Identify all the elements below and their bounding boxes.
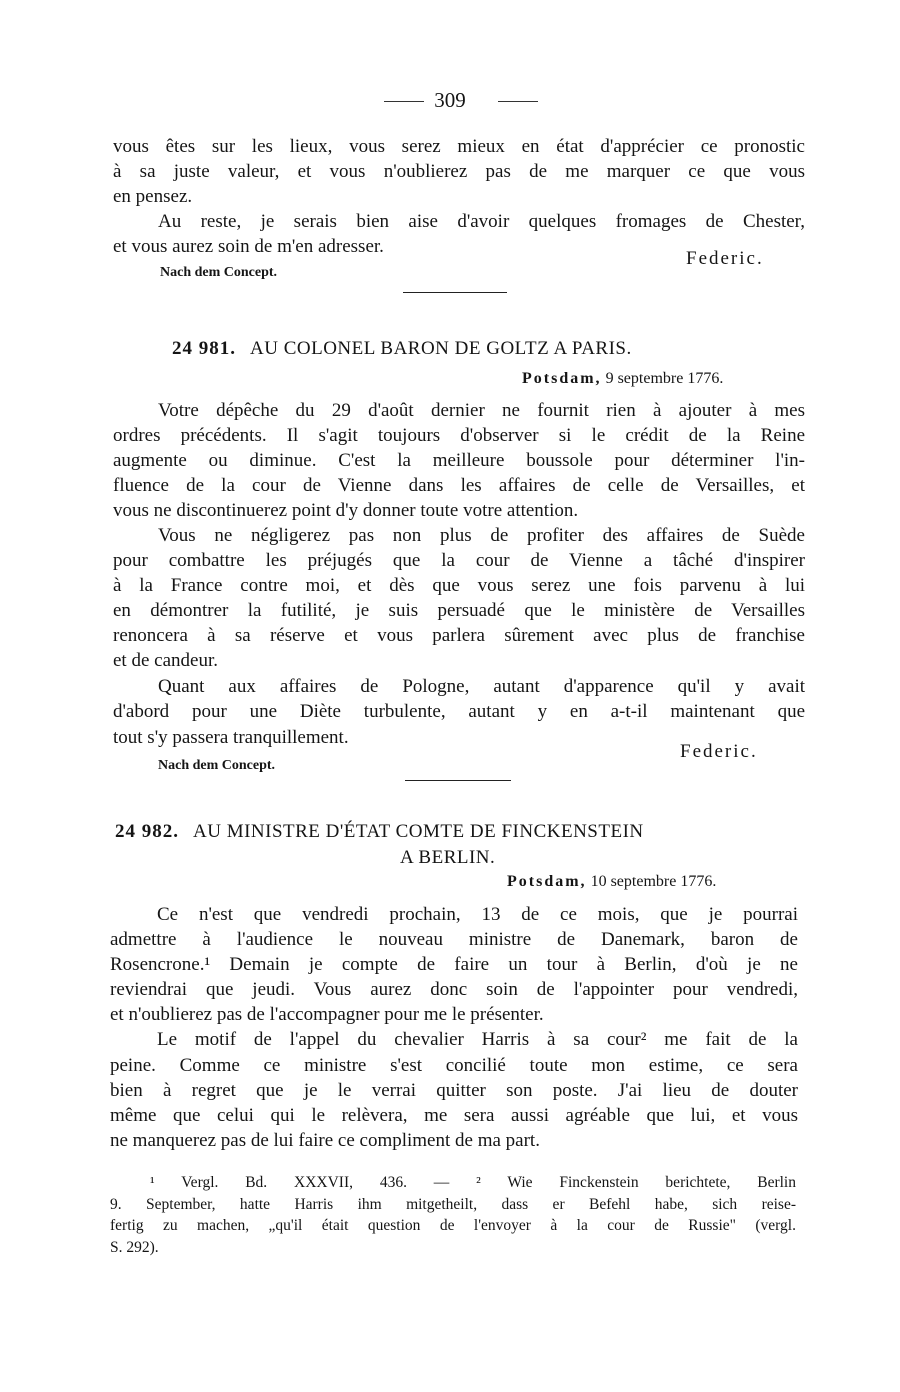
- body-line: pour combattre les préjugés que la cour de Vienne a tâché d'inspirer: [113, 550, 805, 571]
- body-line: admettre à l'audience le nouveau ministre de Danemark, baron de: [110, 929, 798, 950]
- dateline: [522, 368, 723, 390]
- section-divider: [403, 292, 507, 293]
- body-line: à sa juste valeur, et vous n'oublierez pas de me marquer ce que vous: [113, 161, 805, 182]
- footnote-line: fertig zu machen, „qu'il était question de l'envoyer à la cour de Russie" (vergl.: [110, 1217, 796, 1234]
- dateline-date: 10 septembre 1776.: [590, 873, 717, 890]
- letter-title: AU MINISTRE D'ÉTAT COMTE DE FINCKENSTEIN: [193, 821, 644, 842]
- body-line: à la France contre moi, et dès que vous serez une fois parvenu à lui: [113, 575, 805, 596]
- body-line: augmente ou diminue. C'est la meilleure boussole pour déterminer l'in-: [113, 450, 805, 471]
- letter-heading: [115, 819, 644, 844]
- body-line: d'abord pour une Diète turbulente, autant y en a-t-il maintenant que: [113, 701, 805, 722]
- body-line: Au reste, je serais bien aise d'avoir quelques fromages de Chester,: [158, 211, 805, 232]
- letter-number: 24 981.: [172, 338, 236, 359]
- page-number-dash-right: [498, 101, 538, 102]
- footnote-line: 9. September, hatte Harris ihm mitgetheilt, dass er Befehl habe, sich reise-: [110, 1196, 796, 1213]
- body-line: Vous ne négligerez pas non plus de profiter des affaires de Suède: [158, 525, 805, 546]
- body-line: et n'oublierez pas de l'accompagner pour me le présenter.: [110, 1004, 544, 1025]
- body-line: et de candeur.: [113, 650, 218, 671]
- source-note: Nach dem Concept.: [158, 758, 276, 773]
- letter-heading: [172, 336, 632, 361]
- body-line: vous êtes sur les lieux, vous serez mieux en état d'apprécier ce pronostic: [113, 136, 805, 157]
- body-line: Le motif de l'appel du chevalier Harris à sa cour² me fait de la: [157, 1029, 798, 1050]
- dateline-date: 9 septembre 1776.: [605, 370, 724, 387]
- body-line: fluence de la cour de Vienne dans les affaires de celle de Versailles, et: [113, 475, 805, 496]
- body-line: même que celui qui le relèvera, me sera aussi agréable que lui, et vous: [110, 1105, 798, 1126]
- letter-title: AU COLONEL BARON DE GOLTZ A PARIS.: [250, 338, 632, 359]
- dateline-place: Potsdam,: [522, 370, 602, 387]
- signature: Federic.: [680, 741, 758, 762]
- body-line: Quant aux affaires de Pologne, autant d'apparence qu'il y avait: [158, 676, 805, 697]
- body-line: tout s'y passera tranquillement.: [113, 727, 349, 748]
- source-note: Nach dem Concept.: [160, 265, 278, 280]
- body-line: ne manquerez pas de lui faire ce compliment de ma part.: [110, 1130, 540, 1151]
- body-line: reviendrai que jeudi. Vous aurez donc soin de l'appointer pour vendredi,: [110, 979, 798, 1000]
- footnote-line: ¹ Vergl. Bd. XXXVII, 436. — ² Wie Finckenstein berichtete, Berlin: [150, 1174, 796, 1191]
- signature: Federic.: [686, 248, 764, 269]
- letter-title-line2: A BERLIN.: [400, 847, 496, 868]
- dateline-place: Potsdam,: [507, 873, 587, 890]
- body-line: bien à regret que je le verrai quitter son poste. J'ai lieu de douter: [110, 1080, 798, 1101]
- body-line: Rosencrone.¹ Demain je compte de faire un tour à Berlin, d'où je ne: [110, 954, 798, 975]
- dateline: [507, 871, 716, 893]
- body-line: Votre dépêche du 29 d'août dernier ne fournit rien à ajouter à mes: [158, 400, 805, 421]
- body-line: et vous aurez soin de m'en adresser.: [113, 236, 384, 257]
- body-line: en démontrer la futilité, je suis persuadé que le ministère de Versailles: [113, 600, 805, 621]
- letter-number: 24 982.: [115, 821, 179, 842]
- body-line: renoncera à sa réserve et vous parlera sûrement avec plus de franchise: [113, 625, 805, 646]
- body-line: vous ne discontinuerez point d'y donner toute votre attention.: [113, 500, 579, 521]
- body-line: peine. Comme ce ministre s'est concilié toute mon estime, ce sera: [110, 1055, 798, 1076]
- section-divider: [405, 780, 511, 781]
- page-number: 309: [434, 88, 466, 112]
- footnote-line: S. 292).: [110, 1239, 159, 1256]
- body-line: Ce n'est que vendredi prochain, 13 de ce mois, que je pourrai: [157, 904, 798, 925]
- body-line: en pensez.: [113, 186, 193, 207]
- body-line: ordres précédents. Il s'agit toujours d'observer si le crédit de la Reine: [113, 425, 805, 446]
